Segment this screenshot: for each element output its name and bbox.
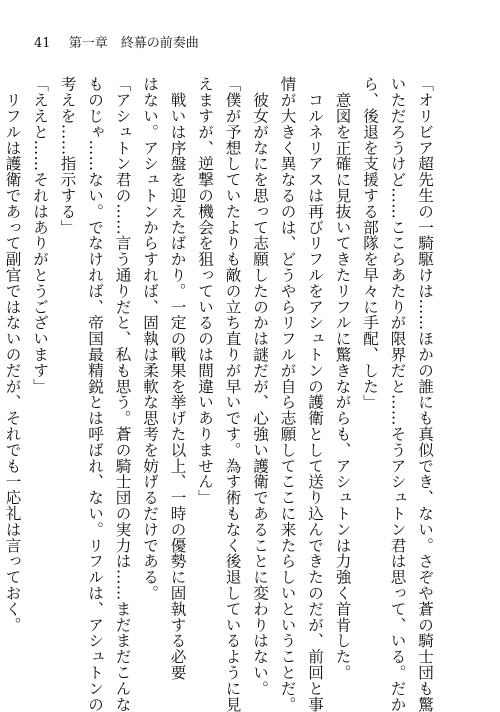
text-line: リフルは護衛であって副官ではないのだが、それでも一応礼は言っておく。 — [3, 76, 22, 633]
text-line: コルネリアスは再びリフルをアシュトンの護衛として送り込んできたのだが、前回と事 — [306, 76, 324, 712]
text-line: えますが、逆撃の機会を狙っているのは間違いありません」 — [196, 76, 214, 506]
page-number: 41 — [34, 36, 51, 51]
text-line: 考えを……指示する」 — [58, 76, 77, 235]
text-line: 「アシュトン君の……言う通りだと、私も思う。蒼の騎士団の実力は……まだまだこんな — [113, 76, 132, 712]
text-line: はない。アシュトンからすれば、固執は柔軟な思考を妨げるだけである。 — [141, 76, 159, 601]
text-line: 意図を正確に見抜いてきたリフルに驚きながらも、アシュトンは力強く首肯した。 — [333, 76, 352, 681]
body-text — [3, 76, 438, 712]
text-line: 「オリビア超先生の一騎駆けは……ほかの誰にも真似でき、ない。さぞや蒼の騎士団も驚 — [416, 76, 434, 712]
text-line: 戦いは序盤を迎えたばかり。一定の戦果を挙げた以上、一時の優勢に固執する必要 — [168, 76, 187, 681]
text-line: 「僕が予想していたよりも敵の立ち直りが早いです。為す術もなく後退しているように見 — [223, 76, 242, 712]
page-header — [34, 36, 199, 52]
text-line: ら、後退を支援する部隊を早々に手配、した」 — [361, 76, 379, 410]
text-line: ものじゃ……ない。でなければ、帝国最精鋭とは呼ばれ、ない。リフルは、アシュトンの — [86, 76, 104, 712]
text-line: 情が大きく異なるのは、どうやらリフルが自ら志願してここに来たらしいということだ。 — [278, 76, 297, 712]
text-line: 「ええと……それはありがとうございます」 — [31, 76, 49, 394]
chapter-title: 第一章 終幕の前奏曲 — [68, 36, 199, 51]
text-line: 彼女がなにを思って志願したのかは謎だが、心強い護衛であることに変わりはない。 — [251, 76, 269, 697]
text-line: いただろうけど……ここらあたりが限界だと……そうアシュトン君は思って、いる。だか — [388, 76, 407, 712]
